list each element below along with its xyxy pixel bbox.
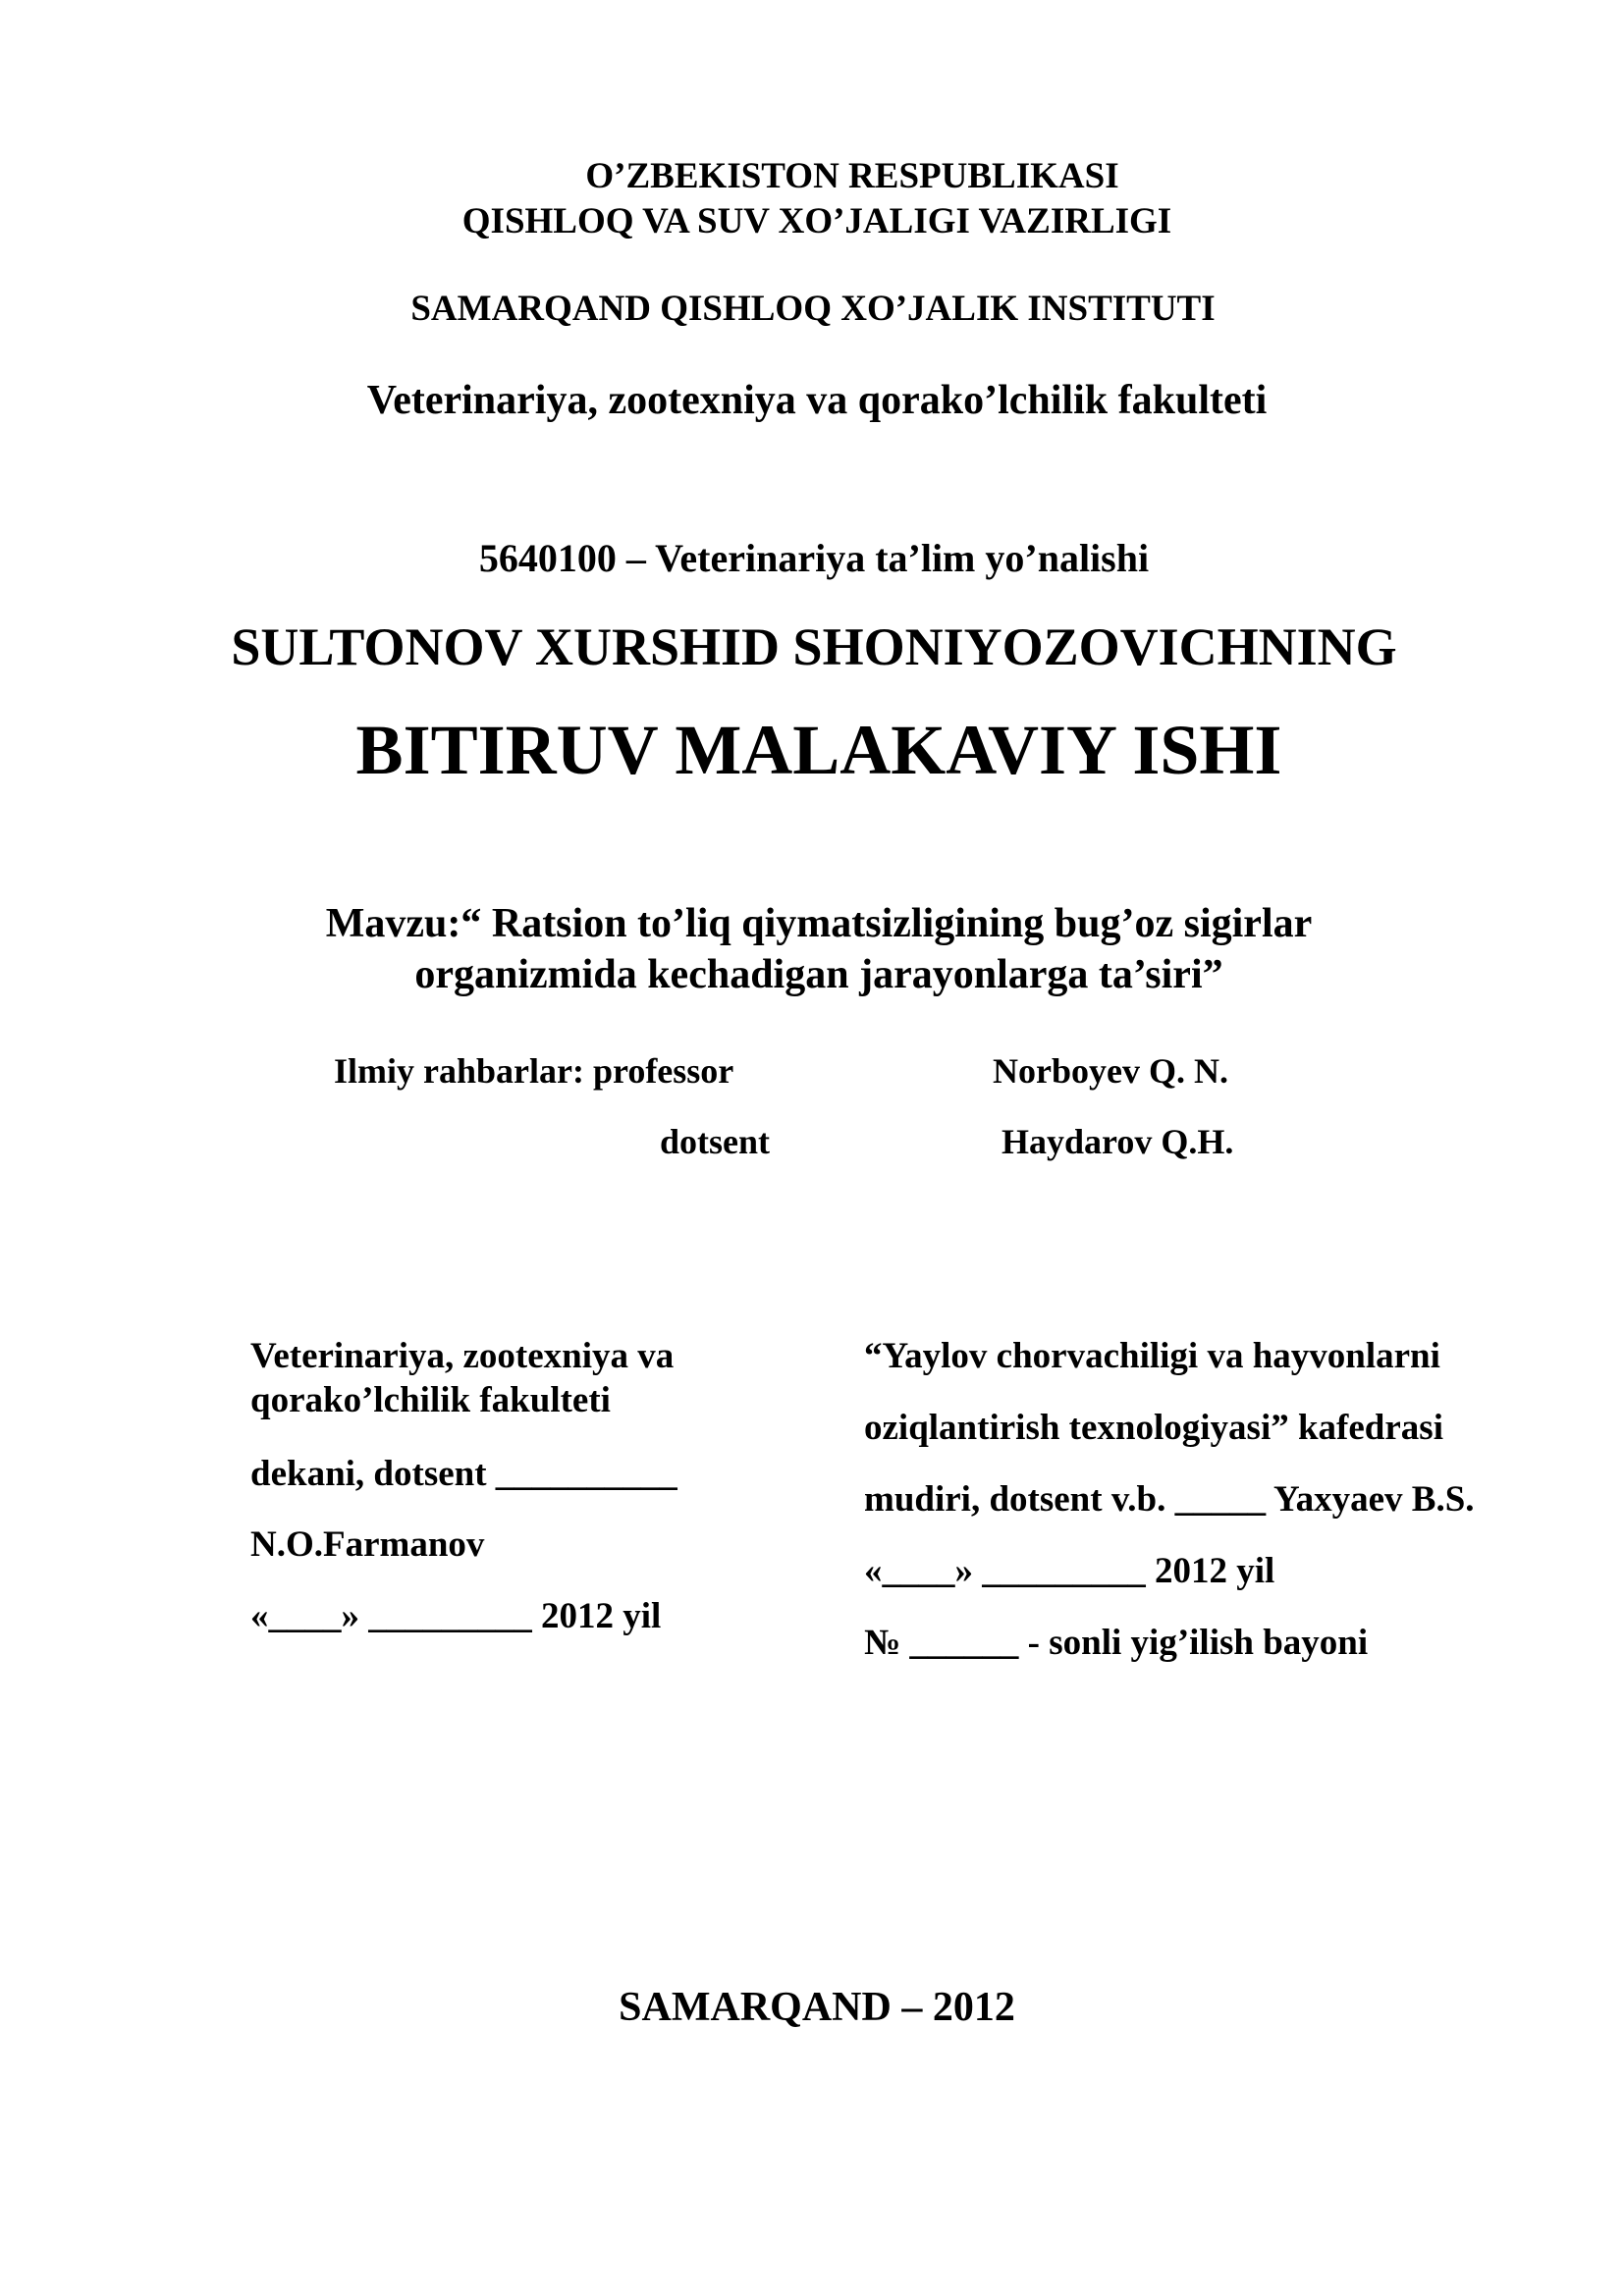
dean-faculty-line-1: Veterinariya, zootexniya va — [250, 1336, 675, 1376]
dean-name: N.O.Farmanov — [250, 1524, 485, 1565]
department-line-2: oziqlantirish texnologiyasi” kafedrasi — [864, 1408, 1443, 1448]
institute-name: SAMARQAND QISHLOQ XO’JALIK INSTITUTI — [410, 289, 1216, 329]
ministry-name: QISHLOQ VA SUV XO’JALIGI VAZIRLIGI — [461, 201, 1172, 241]
advisor-1-title: Ilmiy rahbarlar: professor — [334, 1051, 734, 1091]
student-name: SULTONOV XURSHID SHONIYOZOVICHNING — [231, 617, 1397, 676]
dean-position-signature: dekani, dotsent __________ — [250, 1454, 677, 1494]
study-direction: 5640100 – Veterinariya ta’lim yo’nalishi — [478, 536, 1150, 580]
advisor-2-title: dotsent — [660, 1122, 771, 1161]
topic-line-2: organizmida kechadigan jarayonlarga ta’siri” — [414, 952, 1223, 997]
department-line-1: “Yaylov chorvachiligi va hayvonlarni — [864, 1336, 1440, 1376]
department-head-signature: mudiri, dotsent v.b. _____ Yaxyaev B.S. — [864, 1479, 1475, 1520]
dean-date-line: «____» _________ 2012 yil — [250, 1596, 662, 1636]
city-year: SAMARQAND – 2012 — [619, 1985, 1015, 2030]
work-title: BITIRUV MALAKAVIY ISHI — [355, 711, 1282, 789]
country-name: O’ZBEKISTON RESPUBLIKASI — [585, 156, 1119, 196]
department-date-line: «____» _________ 2012 yil — [864, 1551, 1275, 1591]
dean-faculty-line-2: qorako’lchilik fakulteti — [250, 1380, 611, 1420]
advisor-1-name: Norboyev Q. N. — [993, 1051, 1228, 1091]
meeting-minutes-line: № ______ - sonli yig’ilish bayoni — [864, 1623, 1369, 1663]
faculty-name: Veterinariya, zootexniya va qorako’lchilik fakulteti — [366, 378, 1268, 423]
topic-line-1: Mavzu:“ Ratsion to’liq qiymatsizligining bug’oz sigirlar — [325, 901, 1313, 946]
advisor-2-name: Haydarov Q.H. — [1001, 1122, 1234, 1161]
